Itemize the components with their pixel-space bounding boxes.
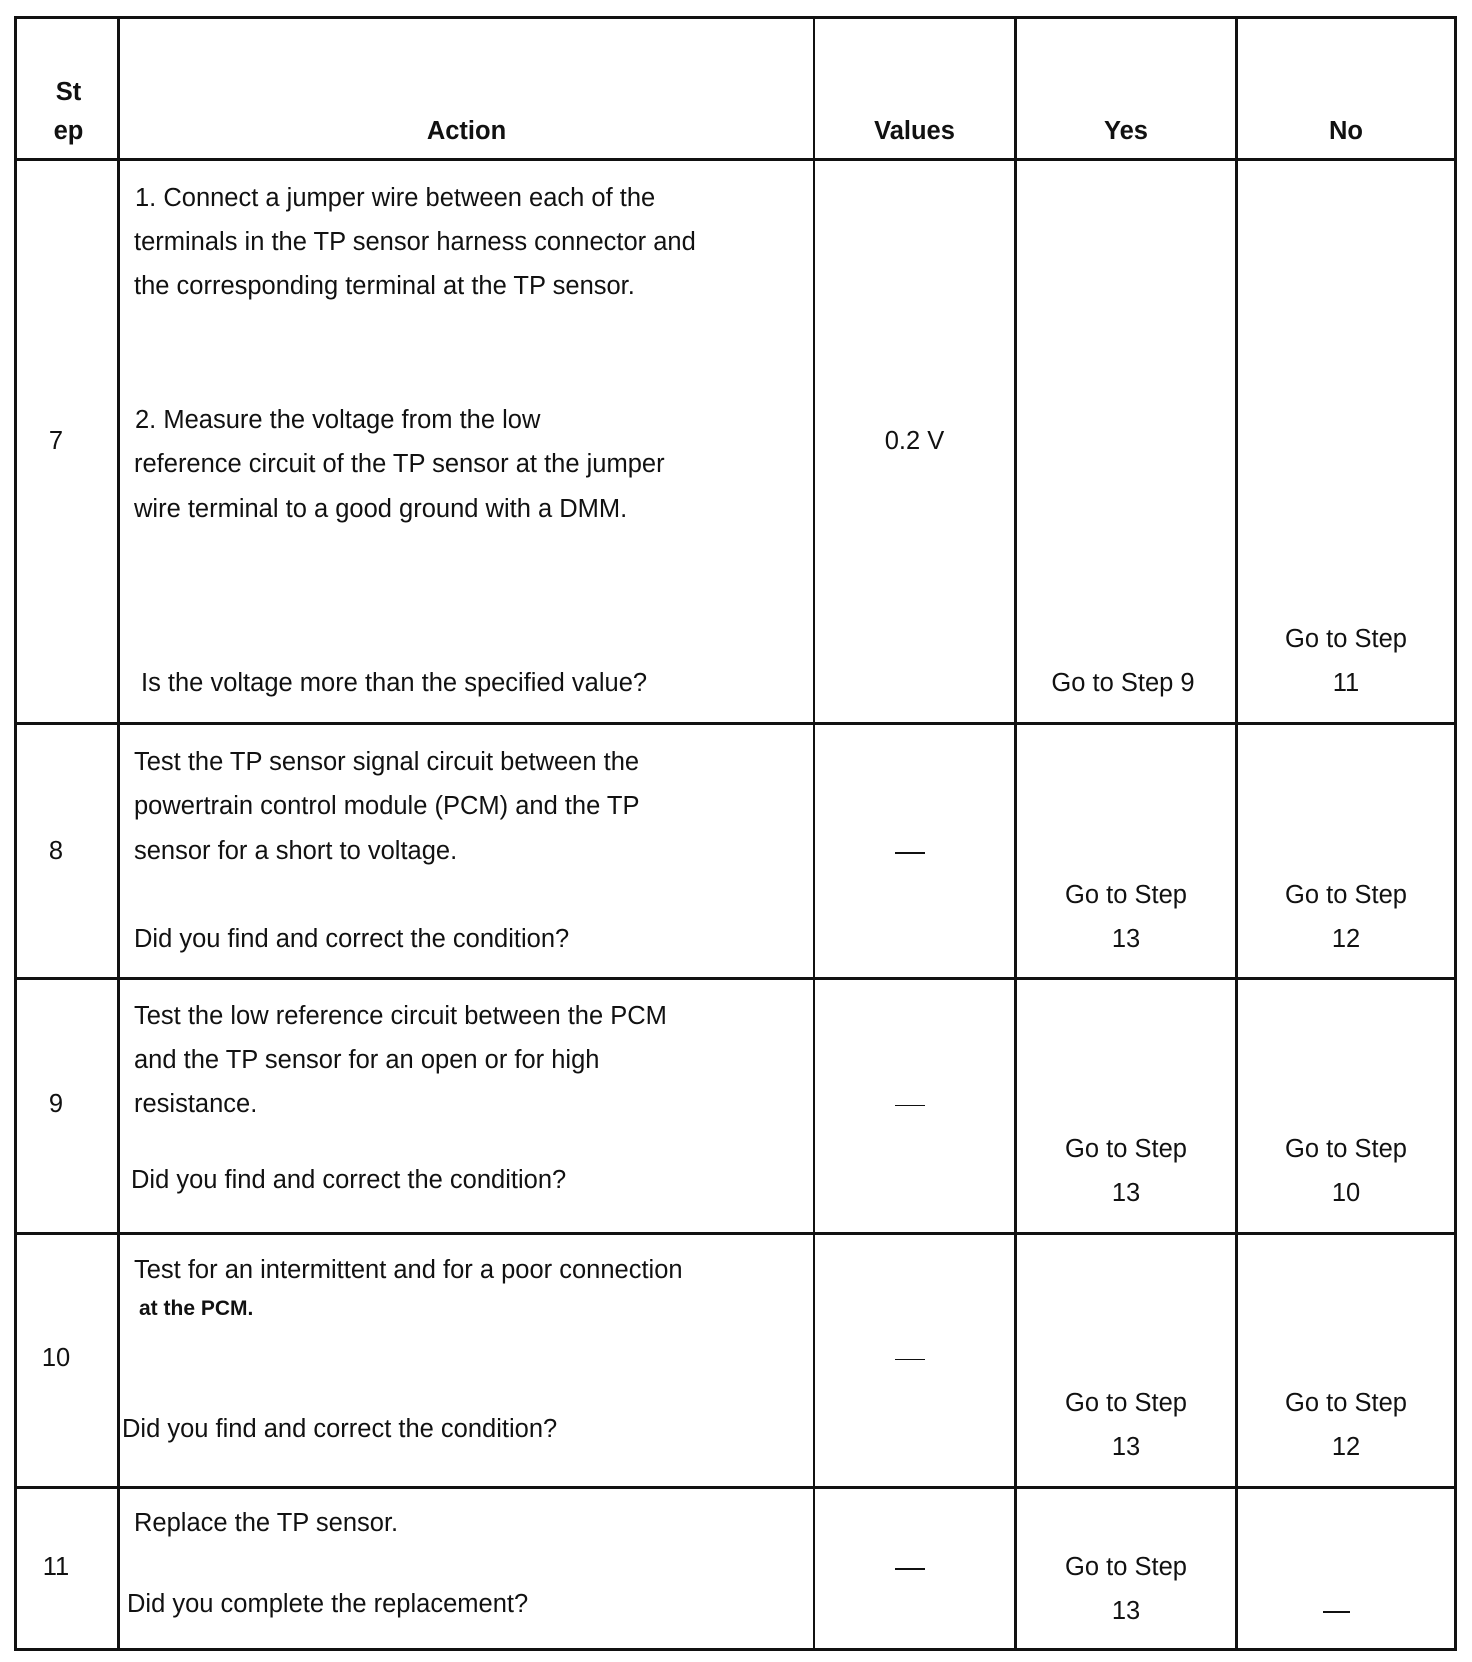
yes-step: 13 — [1111, 925, 1141, 953]
yes-step: 13 — [1111, 1597, 1141, 1625]
row-divider — [14, 977, 1457, 980]
action-question: Did you find and correct the condition? — [122, 1415, 558, 1443]
action-text: and the TP sensor for an open or for high — [134, 1046, 600, 1074]
no-step: Go to Step — [1285, 1389, 1407, 1417]
header-action: Action — [426, 117, 507, 145]
dash-mark — [895, 1359, 925, 1360]
yes-step: 13 — [1111, 1433, 1141, 1461]
no-step: 11 — [1332, 669, 1360, 697]
action-text: terminals in the TP sensor harness connector and — [134, 228, 696, 256]
action-question: Did you find and correct the condition? — [134, 925, 570, 953]
action-text: 1. Connect a jumper wire between each of the — [135, 184, 656, 212]
step-number: 10 — [41, 1344, 71, 1372]
dash-mark — [895, 852, 925, 854]
action-text: 2. Measure the voltage from the low — [135, 406, 541, 434]
action-question: Did you complete the replacement? — [127, 1590, 529, 1618]
step-number: 8 — [48, 837, 64, 865]
no-step: 12 — [1331, 1433, 1361, 1461]
value-text — [815, 1336, 1014, 1380]
action-text: wire terminal to a good ground with a DMM. — [134, 495, 628, 523]
dash-mark — [895, 1568, 925, 1570]
no-step: 10 — [1331, 1179, 1361, 1207]
dash-mark — [895, 1105, 925, 1106]
yes-step: Go to Step — [1065, 1389, 1187, 1417]
step-number: 11 — [42, 1553, 70, 1581]
row-divider — [14, 1232, 1457, 1235]
step-number: 7 — [48, 427, 64, 455]
header-no: No — [1329, 117, 1363, 145]
action-text: resistance. — [134, 1090, 258, 1118]
row-divider — [14, 722, 1457, 725]
yes-step: Go to Step — [1065, 1553, 1187, 1581]
action-text: Replace the TP sensor. — [134, 1509, 399, 1537]
yes-step: Go to Step — [1065, 881, 1187, 909]
yes-step: Go to Step 9 — [1051, 669, 1195, 697]
action-text: reference circuit of the TP sensor at the jumper — [134, 450, 665, 478]
no-step: Go to Step — [1285, 881, 1407, 909]
action-text: powertrain control module (PCM) and the TP — [134, 792, 640, 820]
row-divider — [14, 1486, 1457, 1489]
yes-step: Go to Step — [1065, 1135, 1187, 1163]
table-border-right — [1454, 16, 1457, 1651]
no-step: 12 — [1331, 925, 1361, 953]
header-values: Values — [874, 117, 955, 145]
action-text: Test the TP sensor signal circuit between the — [134, 748, 640, 776]
value-text: 0.2 V — [884, 427, 945, 455]
table-border-left — [14, 16, 17, 1651]
step-number: 9 — [48, 1090, 64, 1118]
action-text: the corresponding terminal at the TP sensor. — [134, 272, 635, 300]
action-question: Is the voltage more than the specified value? — [141, 669, 648, 697]
table-border-bottom — [14, 1648, 1457, 1651]
header-yes: Yes — [1104, 117, 1148, 145]
value-text — [815, 1545, 1014, 1589]
value-text — [815, 829, 1014, 873]
action-text: Test the low reference circuit between the PCM — [134, 1002, 667, 1030]
yes-step: 13 — [1111, 1179, 1141, 1207]
action-text: Test for an intermittent and for a poor connection — [134, 1256, 683, 1284]
column-divider — [117, 16, 120, 1651]
value-text — [815, 1082, 1014, 1126]
action-text: at the PCM. — [139, 1297, 254, 1320]
no-step: Go to Step — [1285, 1135, 1407, 1163]
action-text: sensor for a short to voltage. — [134, 837, 458, 865]
action-question: Did you find and correct the condition? — [131, 1166, 567, 1194]
table-border-top — [14, 16, 1457, 19]
header-step-line1: St — [55, 78, 82, 106]
header-step-line2: ep — [53, 117, 84, 145]
dash-mark — [1323, 1611, 1350, 1613]
no-step: Go to Step — [1285, 625, 1407, 653]
header-divider — [14, 158, 1457, 161]
